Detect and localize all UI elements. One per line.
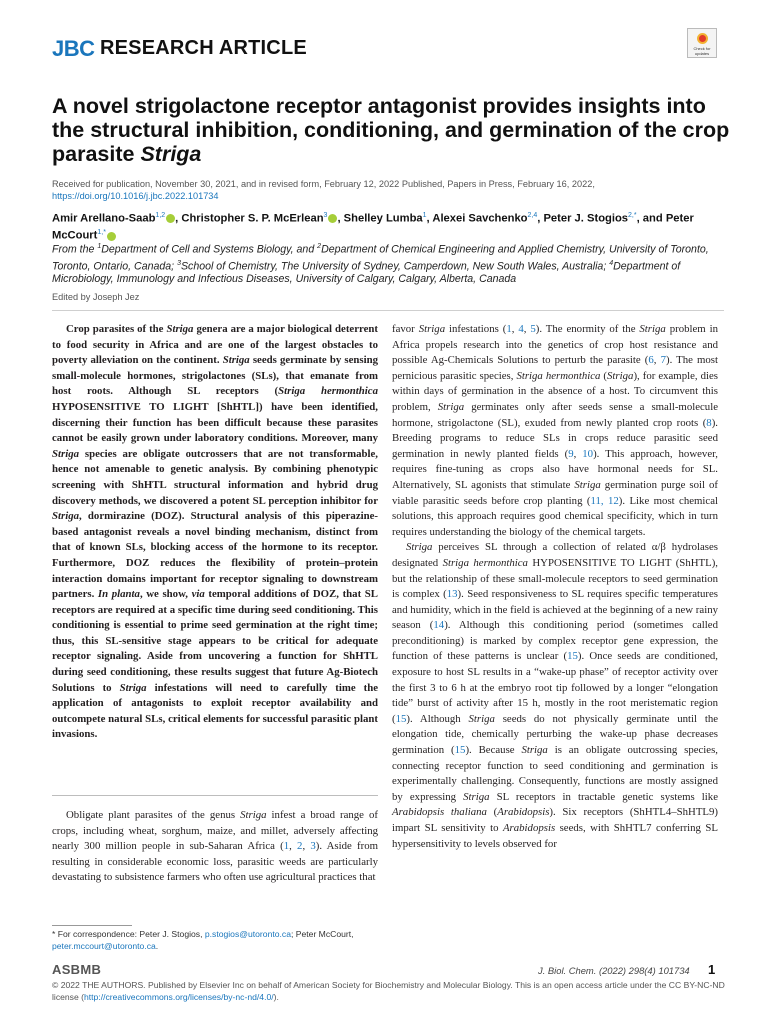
orcid-icon[interactable] xyxy=(328,214,337,223)
email-link[interactable]: p.stogios@utoronto.ca xyxy=(204,929,291,939)
license-text: © 2022 THE AUTHORS. Published by Elsevier Inc on behalf of American Society for Biochemistry and Molecular Biology. This is an open access article under the CC BY-NC-ND license (http://creativecommons.org/licenses/by-nc-nd/4.0/). xyxy=(52,980,725,1002)
check-updates-icon xyxy=(697,33,708,44)
footnote-divider xyxy=(52,925,132,926)
body-column-2: favor Striga infestations (1, 4, 5). The enormity of the Striga problem in Africa propels research into the genetics of crop host resistance and possible Ag-Chemicals Solutions to perturb the parasite (6, 7). The most pernicious parasitic species, Striga hermonthica (Striga), for example, dies within days of germination in the absence of a host. To circumvent this problem, Striga germinates only after seeds sense a small-molecule hormone, strigolactone (SL), exuded from newly planted crop roots (8). Breeding programs to reduce SLs in crops reduce parasitic seed germination in newly planted fields (9, 10). This approach, however, requires fine-tuning as crops also have hormonal needs for SL. Alternatively, SL agonists that stimulate Striga germination purge soil of viable parasitic seeds before crop planting (11, 12). Like most chemical solutions, this approach requires good chemical specificity, which in turn requires understanding the biology of the chemical targets. Striga perceives SL through a collection of related α/β hydrolases designated Striga hermonthica HYPOSENSITIVE TO LIGHT (ShHTL), but the relationship of these small-molecule receptors to seed germination is complex (13). Seed responsiveness to SL requires specific temperatures and humidity, which in the field is achieved at the beginning of a new rainy season (14). Although this conditioning period (sometimes called preconditioning) is marked by complex receptor gene expression, the function of these patterns is unclear (15). Once seeds are conditioned, exposure to host SL results in a “wake-up phase” of receptor activity over the first 3 to 6 h at the embryo root tip followed by a longer “elongation tide” burst of activity after 15 h, mostly in the root meristematic region (15). Although Striga seeds do not physically germinate until the elongation tide, chemically perturbing the wake-up phase decreases germination (15). Because Striga is an obligate outcrossing species, connecting receptor function to seed conditioning and germination is experimentally challenging. Consequently, functions are mostly assigned by expressing Striga SL receptors in tractable genetic systems like Arabidopsis thaliana (Arabidopsis). Six receptors (ShHTL4–ShHTL9) impart SL sensitivity to Arabidopsis seeds, with ShHTL7 conferring SL hypersensitivity to levels observed for xyxy=(392,323,719,850)
author-name: Peter J. Stogios xyxy=(543,212,629,225)
edited-by: Edited by Joseph Jez xyxy=(52,292,140,302)
check-updates-label: Check for updates xyxy=(693,46,711,56)
article-type: RESEARCH ARTICLE xyxy=(100,37,307,59)
abstract-divider xyxy=(52,795,378,796)
publication-dates: Received for publication, November 30, 2021, and in revised form, February 12, 2022 Published, Papers in Press, February 16, 2022, https://doi.org/10.1016/j.jbc.2022.101734 xyxy=(52,179,595,201)
publisher-logo: ASBMB xyxy=(52,962,102,977)
author-name: Christopher S. P. McErlean xyxy=(181,212,324,225)
orcid-icon[interactable] xyxy=(166,214,175,223)
article-title: A novel strigolactone receptor antagonist provides insights into the structural inhibition, conditioning, and germination of the crop parasite Striga xyxy=(52,94,730,166)
affiliations: From the $^1$Department of Cell and Systems Biology, and $^2$Department of Chemical Engineering and Applied Chemistry, University of Toronto, Toronto, Ontario, Canada; $^3$School of Chemistry, The University of Sydney, Camperdown, New South Wales, Australia; $^4$Department of Microbiology, Immunology and Infectious Diseases, University of Calgary, Calgary, Alberta, Canada xyxy=(52,243,709,286)
author-name: Alexei Savchenko xyxy=(432,212,528,225)
journal-logo: JBC xyxy=(52,36,95,61)
check-for-updates-badge[interactable] xyxy=(687,28,717,58)
author-name: Peter McCourt xyxy=(52,212,694,242)
author-name: Shelley Lumba xyxy=(343,212,423,225)
journal-citation: J. Biol. Chem. (2022) 298(4) 101734 xyxy=(538,965,690,976)
correspondence-footnote: * For correspondence: Peter J. Stogios, p.stogios@utoronto.ca; Peter McCourt, peter.mccourt@utoronto.ca. xyxy=(52,929,354,951)
email-link[interactable]: peter.mccourt@utoronto.ca xyxy=(52,940,156,951)
license-link[interactable]: http://creativecommons.org/licenses/by-nc-nd/4.0/ xyxy=(84,992,274,1002)
title-italic-word: Striga xyxy=(140,142,202,166)
abstract: Crop parasites of the Striga genera are a major biological deterrent to food security in Africa and are one of the largest obstacles to poverty alleviation on the continent. Striga seeds germinate by sensing small-molecule hormones, strigolactones (SLs), that emanate from host roots. Although SL receptors (Striga hermonthica HYPOSENSITIVE TO LIGHT [ShHTL]) have been identified, discerning their function has been difficult because these parasites cannot be easily grown under laboratory conditions. Moreover, many Striga species are obligate outcrossers that are not transformable, hence not amenable to genetic analysis. By combining phenotypic screening with ShHTL structural information and hybrid drug discovery methods, we discovered a potent SL perception inhibitor for Striga, dormirazine (DOZ). Structural analysis of this piperazine-based antagonist reveals a novel binding mechanism, distinct from that of known SLs, blocking access of the hormone to its receptor. Furthermore, DOZ reduces the flexibility of protein–protein interaction domains important for receptor signaling to downstream partners. In planta, we show, via temporal additions of DOZ, that SL receptors are required at a specific time during seed conditioning. This conditioning is essential to prime seed germination at the right time; thus, this SL-sensitive stage appears to be critical for adequate receptor signaling. Aside from uncovering a function for ShHTL during seed conditioning, these results suggest that future Ag-Biotech Solutions to Striga infestations will need to carefully time the application of antagonists to exploit receptor availability and outcompete natural SLs, critical elements for successful parasitic plant invasions. xyxy=(52,323,379,741)
doi-link[interactable]: https://doi.org/10.1016/j.jbc.2022.101734 xyxy=(52,191,219,201)
author-list: Amir Arellano-Saab$^{1,2}$ , Christopher S. P. McErlean$^3$ , Shelley Lumba$^1$, Alexei Savchenko$^{2,4}$, Peter J. Stogios$^{2,*}$, and Peter McCourt$^{1,*}$ xyxy=(52,212,694,242)
header-divider xyxy=(52,310,724,311)
intro-paragraph: Obligate plant parasites of the genus Striga infest a broad range of crops, including wheat, sorghum, maize, and millet, adversely affecting nearly 300 million people in sub-Saharan Africa (1, 2, 3). Aside from resulting in considerable economic loss, parasitic weeds are particularly devastating to subsistence farmers who often use agricultural practices that xyxy=(52,809,378,884)
author-name: Amir Arellano-Saab xyxy=(52,212,156,225)
page-number: 1 xyxy=(708,962,716,977)
